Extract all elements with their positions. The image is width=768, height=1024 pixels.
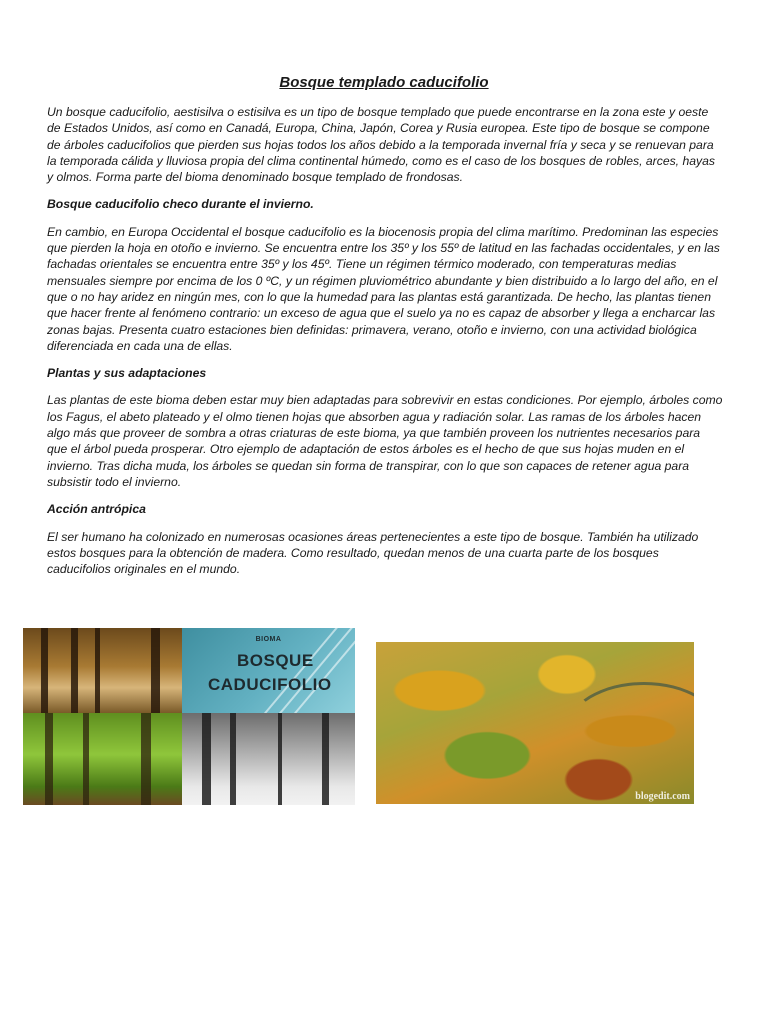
caducifolio-label: CADUCIFOLIO — [208, 675, 332, 694]
document-body — [47, 104, 723, 577]
heading-human-action: Acción antrópica — [47, 502, 146, 517]
winter-forest-tile — [182, 713, 355, 805]
paragraph-intro: Un bosque caducifolio, aestisilva o estisilva es un tipo de bosque templado que puede encontrarse en la zona este y oeste de Estados Unidos, así como en Canadá, Europa, China, Japón, Corea y Rusia europea. Este tipo de bosque se compone de árboles caducifolios que pierden sus hojas todos los años debido a la temporada invernal fría y seca y se renuevan para la temporada cálida y lluviosa propia del clima continental húmedo, como es el caso de los bosques de robles, arces, hayas y olmos. Forma parte del bioma denominado bosque templado de frondosas. — [47, 105, 715, 185]
spring-forest-tile — [23, 713, 182, 805]
paragraph-western-europe: En cambio, en Europa Occidental el bosque caducifolio es la biocenosis propia del clima marítimo. Predominan las especies que pierden la hoja en otoño e invierno. Se encuentra entre los 35º y los 55º de latitud en las fachadas occidentales, y en las fachadas orientales se encuentra entre 35º y los 45º. Tiene un régimen térmico moderado, con temperaturas medias mensuales siempre por encima de los 0 ºC, y un régimen pluviométrico abundante y bien distribuido a lo largo del año, en el que o no hay aridez en ningún mes, con lo que la humedad para las plantas está garantizada. De hecho, las plantas tienen que hacer frente al fenómeno contrario: un exceso de agua que el suelo ya no es capaz de absorber y llega a encharcar las zonas bajas. Presenta cuatro estaciones bien definidas: primavera, verano, otoño e invierno, con una actividad biológica diferenciada en cada una de ellas. — [47, 224, 720, 353]
paragraph-human-action: El ser humano ha colonizado en numerosas ocasiones áreas pertenecientes a este tipo de bosque. También ha utilizado estos bosques para la obtención de madera. Como resultado, quedan menos de una cuarta parte de los bosques caducifolios originales en el mundo. — [47, 529, 699, 577]
biome-title-tile — [182, 628, 355, 713]
document-title: Bosque templado caducifolio — [279, 74, 489, 91]
autumn-forest-tile — [23, 628, 182, 713]
paragraph-plants: Las plantas de este bioma deben estar muy bien adaptadas para sobrevivir en estas condiciones. Por ejemplo, árboles como los Fagus, el abeto plateado y el olmo tienen hojas que absorben agua y radiación solar. Las ramas de los árboles hacen algo más que proveer de sombra a otras criaturas de este bioma, ya que también proveen los nutrientes necesarios para que el árbol pueda prosperar. Otro ejemplo de adaptación de estos árboles es el hecho de que sus hojas muden en el invierno. Tras dicha muda, los árboles se quedan sin forma de transpirar, con lo que son capaces de retener agua para subsistir todo el invierno. — [47, 393, 723, 489]
photo-watermark: blogedit.com — [635, 791, 690, 802]
bosque-label: BOSQUE — [237, 651, 314, 670]
bioma-label: BIOMA — [255, 636, 282, 643]
river-shape — [566, 682, 694, 778]
heading-winter: Bosque caducifolio checo durante el invierno. — [47, 197, 314, 212]
aerial-forest-photo — [376, 642, 694, 804]
heading-plants: Plantas y sus adaptaciones — [47, 366, 207, 381]
biome-collage-image — [23, 628, 355, 805]
